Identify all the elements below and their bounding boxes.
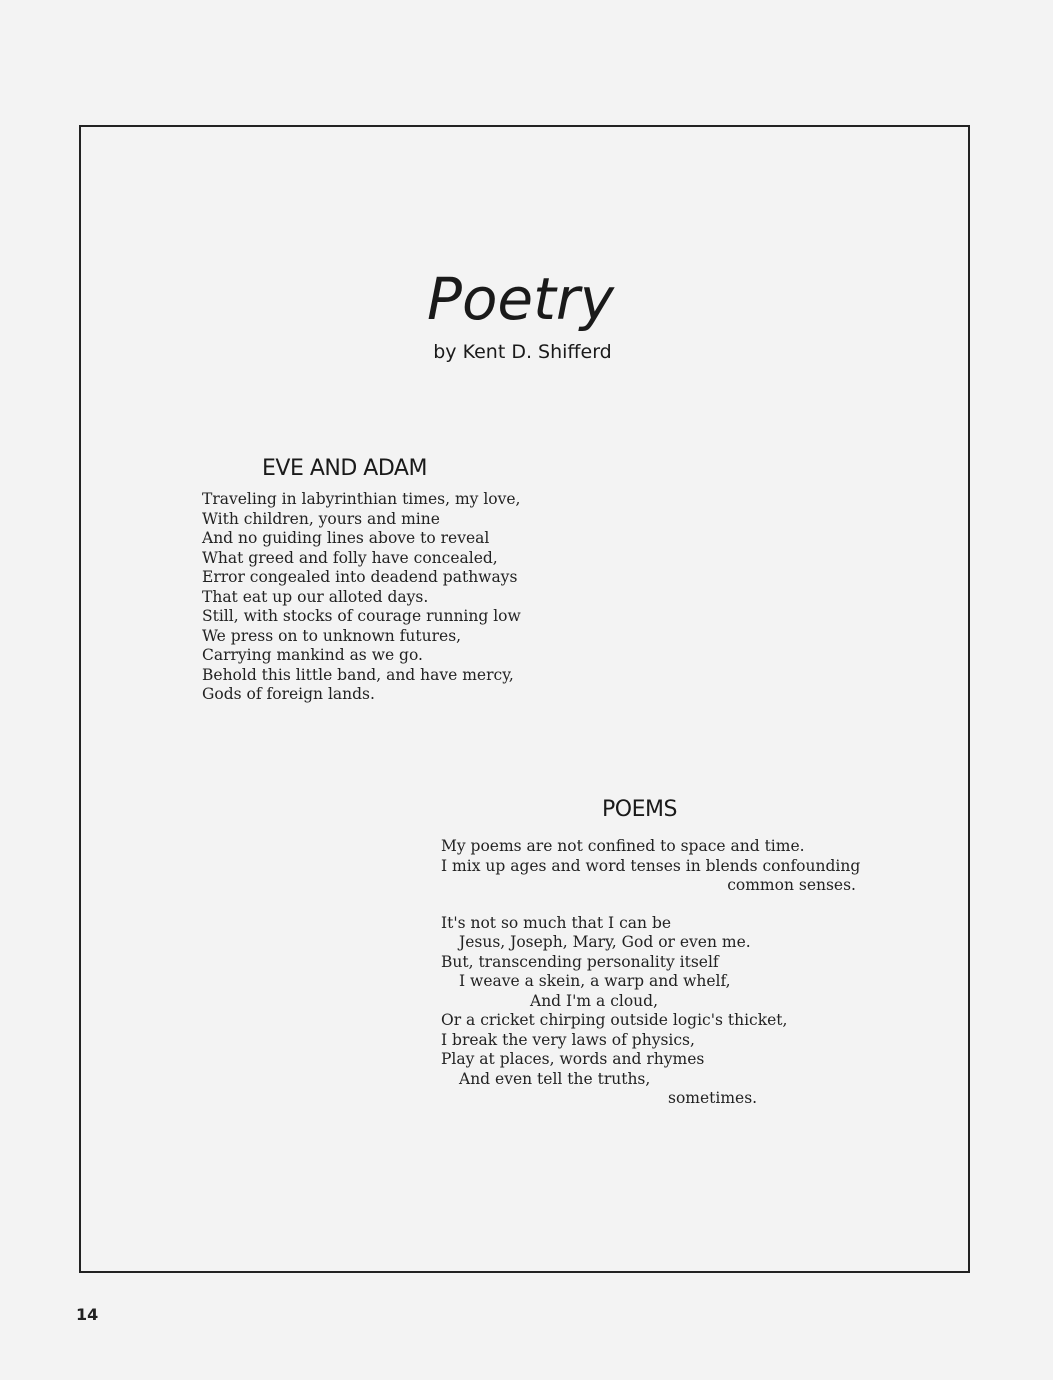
poem-line: Error congealed into deadend pathways bbox=[202, 568, 518, 586]
poem-line: Or a cricket chirping outside logic's thicket, bbox=[441, 1011, 788, 1029]
poem-line: Carrying mankind as we go. bbox=[202, 646, 423, 664]
poem-line: And I'm a cloud, bbox=[530, 991, 659, 1010]
poem-line: I break the very laws of physics, bbox=[441, 1030, 695, 1049]
poem-line: And even tell the truths, bbox=[459, 1069, 651, 1088]
poem-line: And no guiding lines above to reveal bbox=[202, 529, 490, 547]
poem-line: With children, yours and mine bbox=[202, 509, 440, 528]
stanza-break bbox=[441, 896, 856, 914]
poem-line: Behold this little band, and have mercy, bbox=[202, 665, 514, 684]
poem-line: Jesus, Joseph, Mary, God or even me. bbox=[459, 933, 751, 951]
poem-line: That eat up our alloted days. bbox=[202, 587, 429, 606]
poem-line: What greed and folly have concealed, bbox=[202, 548, 498, 567]
poem-line: I weave a skein, a warp and whelf, bbox=[459, 972, 731, 990]
poem-title-poems: POEMS bbox=[602, 797, 677, 822]
author-byline: by Kent D. Shifferd bbox=[433, 341, 612, 363]
poem-line: Traveling in labyrinthian times, my love, bbox=[202, 490, 521, 508]
poem-title-eve-and-adam: EVE AND ADAM bbox=[262, 456, 427, 481]
poem-line: Gods of foreign lands. bbox=[202, 685, 375, 703]
poem-line: Still, with stocks of courage running low bbox=[202, 607, 521, 625]
poem-line: sometimes. bbox=[668, 1089, 758, 1107]
poem-line: I mix up ages and word tenses in blends confounding bbox=[441, 856, 861, 875]
poem-body-eve-and-adam bbox=[202, 490, 521, 705]
poem-line: My poems are not confined to space and time. bbox=[441, 837, 805, 855]
poem-body-poems bbox=[441, 837, 861, 1109]
poem-line: Play at places, words and rhymes bbox=[441, 1050, 705, 1068]
page-title: Poetry bbox=[426, 265, 615, 333]
poem-line: We press on to unknown futures, bbox=[202, 626, 462, 645]
poem-line: But, transcending personality itself bbox=[441, 952, 719, 971]
poem-line: It's not so much that I can be bbox=[441, 913, 672, 932]
page-number: 14 bbox=[76, 1305, 99, 1324]
poem-line: common senses. bbox=[727, 876, 856, 894]
